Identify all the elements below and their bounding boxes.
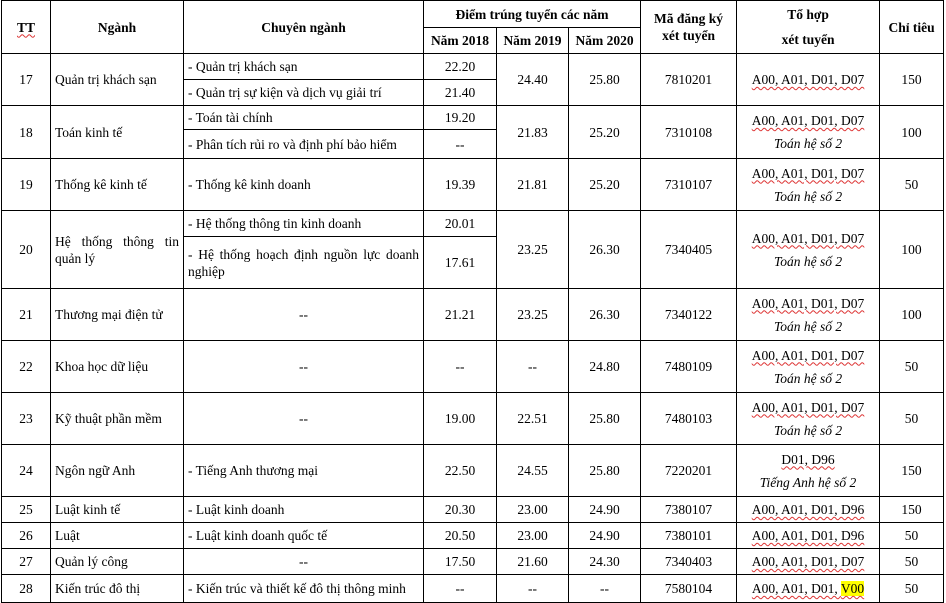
table-row [2, 159, 944, 211]
cell-diem-2018: 21.40 [424, 80, 497, 106]
cell-to-hop: A00, A01, D01, D07 Toán hệ số 2 [737, 106, 880, 159]
cell-chi-tieu: 50 [880, 393, 944, 445]
cell-nganh: Quản lý công [51, 549, 184, 575]
cell-diem-2018: 22.20 [424, 54, 497, 80]
cell-tt: 28 [2, 575, 51, 603]
cell-chi-tieu: 50 [880, 549, 944, 575]
cell-chi-tieu: 100 [880, 289, 944, 341]
cell-diem-2019: 21.60 [497, 549, 569, 575]
cell-diem-2019: 23.25 [497, 289, 569, 341]
cell-to-hop: A00, A01, D01, D07 Toán hệ số 2 [737, 289, 880, 341]
cell-chi-tieu: 50 [880, 575, 944, 603]
table-row [2, 575, 944, 603]
cell-diem-2020: 24.90 [569, 523, 641, 549]
cell-diem-2020: 24.80 [569, 341, 641, 393]
cell-nganh: Luật [51, 523, 184, 549]
cell-diem-2018: -- [424, 575, 497, 603]
cell-chuyen-nganh: - Thống kê kinh doanh [184, 159, 424, 211]
table-row [2, 54, 944, 80]
cell-nganh: Kiến trúc đô thị [51, 575, 184, 603]
cell-diem-2018: 19.20 [424, 106, 497, 130]
cell-tt: 22 [2, 341, 51, 393]
cell-diem-2019: -- [497, 575, 569, 603]
cell-to-hop: A00, A01, D01, D07 Toán hệ số 2 [737, 159, 880, 211]
cell-diem-2019: 24.40 [497, 54, 569, 106]
header-to-hop: Tổ hợp xét tuyển [737, 1, 880, 54]
cell-diem-2019: 21.83 [497, 106, 569, 159]
cell-diem-2018: 20.01 [424, 211, 497, 237]
cell-chuyen-nganh: -- [184, 393, 424, 445]
header-nam-2018: Năm 2018 [424, 28, 497, 54]
table-row [2, 549, 944, 575]
cell-diem-2018: 22.50 [424, 445, 497, 497]
cell-ma: 7220201 [641, 445, 737, 497]
cell-to-hop: A00, A01, D01, D07 Toán hệ số 2 [737, 211, 880, 289]
cell-nganh: Thương mại điện tử [51, 289, 184, 341]
cell-diem-2019: 21.81 [497, 159, 569, 211]
cell-diem-2018: -- [424, 130, 497, 159]
cell-chuyen-nganh: - Toán tài chính [184, 106, 424, 130]
header-tt: TT [2, 1, 51, 54]
cell-diem-2020: 25.20 [569, 106, 641, 159]
cell-tt: 19 [2, 159, 51, 211]
cell-diem-2019: 24.55 [497, 445, 569, 497]
cell-tt: 25 [2, 497, 51, 523]
cell-chuyen-nganh: -- [184, 549, 424, 575]
admission-table [1, 0, 944, 603]
cell-ma: 7480103 [641, 393, 737, 445]
cell-diem-2020: 26.30 [569, 289, 641, 341]
cell-nganh: Luật kinh tế [51, 497, 184, 523]
cell-nganh: Thống kê kinh tế [51, 159, 184, 211]
cell-to-hop: D01, D96 Tiếng Anh hệ số 2 [737, 445, 880, 497]
header-ma-dang-ky: Mã đăng ký xét tuyển [641, 1, 737, 54]
cell-ma: 7340403 [641, 549, 737, 575]
cell-chuyen-nganh: - Luật kinh doanh [184, 497, 424, 523]
cell-tt: 17 [2, 54, 51, 106]
cell-nganh: Hệ thống thông tin quản lý [51, 211, 184, 289]
table-row [2, 497, 944, 523]
cell-diem-2018: 17.50 [424, 549, 497, 575]
cell-to-hop: A00, A01, D01, D07 Toán hệ số 2 [737, 341, 880, 393]
cell-diem-2020: 24.30 [569, 549, 641, 575]
cell-diem-2018: -- [424, 341, 497, 393]
cell-chuyen-nganh: - Quản trị khách sạn [184, 54, 424, 80]
cell-chi-tieu: 50 [880, 159, 944, 211]
cell-diem-2020: 25.80 [569, 393, 641, 445]
cell-diem-2020: 26.30 [569, 211, 641, 289]
cell-diem-2020: -- [569, 575, 641, 603]
cell-diem-2020: 25.80 [569, 445, 641, 497]
cell-diem-2020: 25.20 [569, 159, 641, 211]
table-row [2, 211, 944, 237]
cell-to-hop: A00, A01, D01, V00 [737, 575, 880, 603]
cell-tt: 20 [2, 211, 51, 289]
cell-tt: 24 [2, 445, 51, 497]
cell-chuyen-nganh: - Kiến trúc và thiết kế đô thị thông minh [184, 575, 424, 603]
cell-to-hop: A00, A01, D01, D96 [737, 497, 880, 523]
cell-diem-2018: 21.21 [424, 289, 497, 341]
highlighted-to-hop: V00 [840, 581, 865, 596]
cell-ma: 7340405 [641, 211, 737, 289]
table-row [2, 445, 944, 497]
cell-nganh: Quản trị khách sạn [51, 54, 184, 106]
cell-diem-2019: 23.00 [497, 523, 569, 549]
cell-tt: 23 [2, 393, 51, 445]
cell-ma: 7580104 [641, 575, 737, 603]
cell-diem-2018: 17.61 [424, 237, 497, 289]
cell-chuyen-nganh: -- [184, 341, 424, 393]
cell-chi-tieu: 150 [880, 54, 944, 106]
header-chuyen-nganh: Chuyên ngành [184, 1, 424, 54]
cell-chuyen-nganh: - Tiếng Anh thương mại [184, 445, 424, 497]
cell-chuyen-nganh: - Hệ thống thông tin kinh doanh [184, 211, 424, 237]
cell-ma: 7340122 [641, 289, 737, 341]
cell-chuyen-nganh: - Luật kinh doanh quốc tế [184, 523, 424, 549]
header-nam-2019: Năm 2019 [497, 28, 569, 54]
cell-diem-2020: 25.80 [569, 54, 641, 106]
header-diem-group: Điểm trúng tuyển các năm [424, 1, 641, 28]
cell-diem-2019: -- [497, 341, 569, 393]
cell-diem-2020: 24.90 [569, 497, 641, 523]
header-nam-2020: Năm 2020 [569, 28, 641, 54]
table-row [2, 523, 944, 549]
cell-chuyen-nganh: - Quản trị sự kiện và dịch vụ giải trí [184, 80, 424, 106]
cell-chi-tieu: 50 [880, 341, 944, 393]
cell-chuyen-nganh: -- [184, 289, 424, 341]
cell-chi-tieu: 100 [880, 106, 944, 159]
cell-chi-tieu: 100 [880, 211, 944, 289]
cell-nganh: Toán kinh tế [51, 106, 184, 159]
header-nganh: Ngành [51, 1, 184, 54]
cell-diem-2018: 20.50 [424, 523, 497, 549]
cell-chuyen-nganh: - Phân tích rủi ro và định phí bảo hiểm [184, 130, 424, 159]
cell-chi-tieu: 50 [880, 523, 944, 549]
cell-ma: 7480109 [641, 341, 737, 393]
cell-diem-2018: 19.00 [424, 393, 497, 445]
cell-diem-2019: 23.00 [497, 497, 569, 523]
cell-to-hop: A00, A01, D01, D07 [737, 549, 880, 575]
cell-ma: 7810201 [641, 54, 737, 106]
cell-diem-2018: 19.39 [424, 159, 497, 211]
cell-diem-2019: 23.25 [497, 211, 569, 289]
header-chi-tieu: Chỉ tiêu [880, 1, 944, 54]
table-row [2, 393, 944, 445]
cell-to-hop: A00, A01, D01, D07 [737, 54, 880, 106]
table-row [2, 289, 944, 341]
cell-nganh: Khoa học dữ liệu [51, 341, 184, 393]
cell-chi-tieu: 150 [880, 445, 944, 497]
cell-nganh: Kỹ thuật phần mềm [51, 393, 184, 445]
cell-ma: 7310107 [641, 159, 737, 211]
cell-chi-tieu: 150 [880, 497, 944, 523]
cell-to-hop: A00, A01, D01, D96 [737, 523, 880, 549]
table-row [2, 341, 944, 393]
cell-diem-2019: 22.51 [497, 393, 569, 445]
cell-chuyen-nganh: - Hệ thống hoạch định nguồn lực doanh nghiệp [184, 237, 424, 289]
cell-to-hop: A00, A01, D01, D07 Toán hệ số 2 [737, 393, 880, 445]
cell-tt: 27 [2, 549, 51, 575]
cell-tt: 21 [2, 289, 51, 341]
cell-diem-2018: 20.30 [424, 497, 497, 523]
cell-nganh: Ngôn ngữ Anh [51, 445, 184, 497]
cell-ma: 7380107 [641, 497, 737, 523]
cell-tt: 18 [2, 106, 51, 159]
table-row [2, 106, 944, 130]
cell-ma: 7310108 [641, 106, 737, 159]
cell-tt: 26 [2, 523, 51, 549]
cell-ma: 7380101 [641, 523, 737, 549]
